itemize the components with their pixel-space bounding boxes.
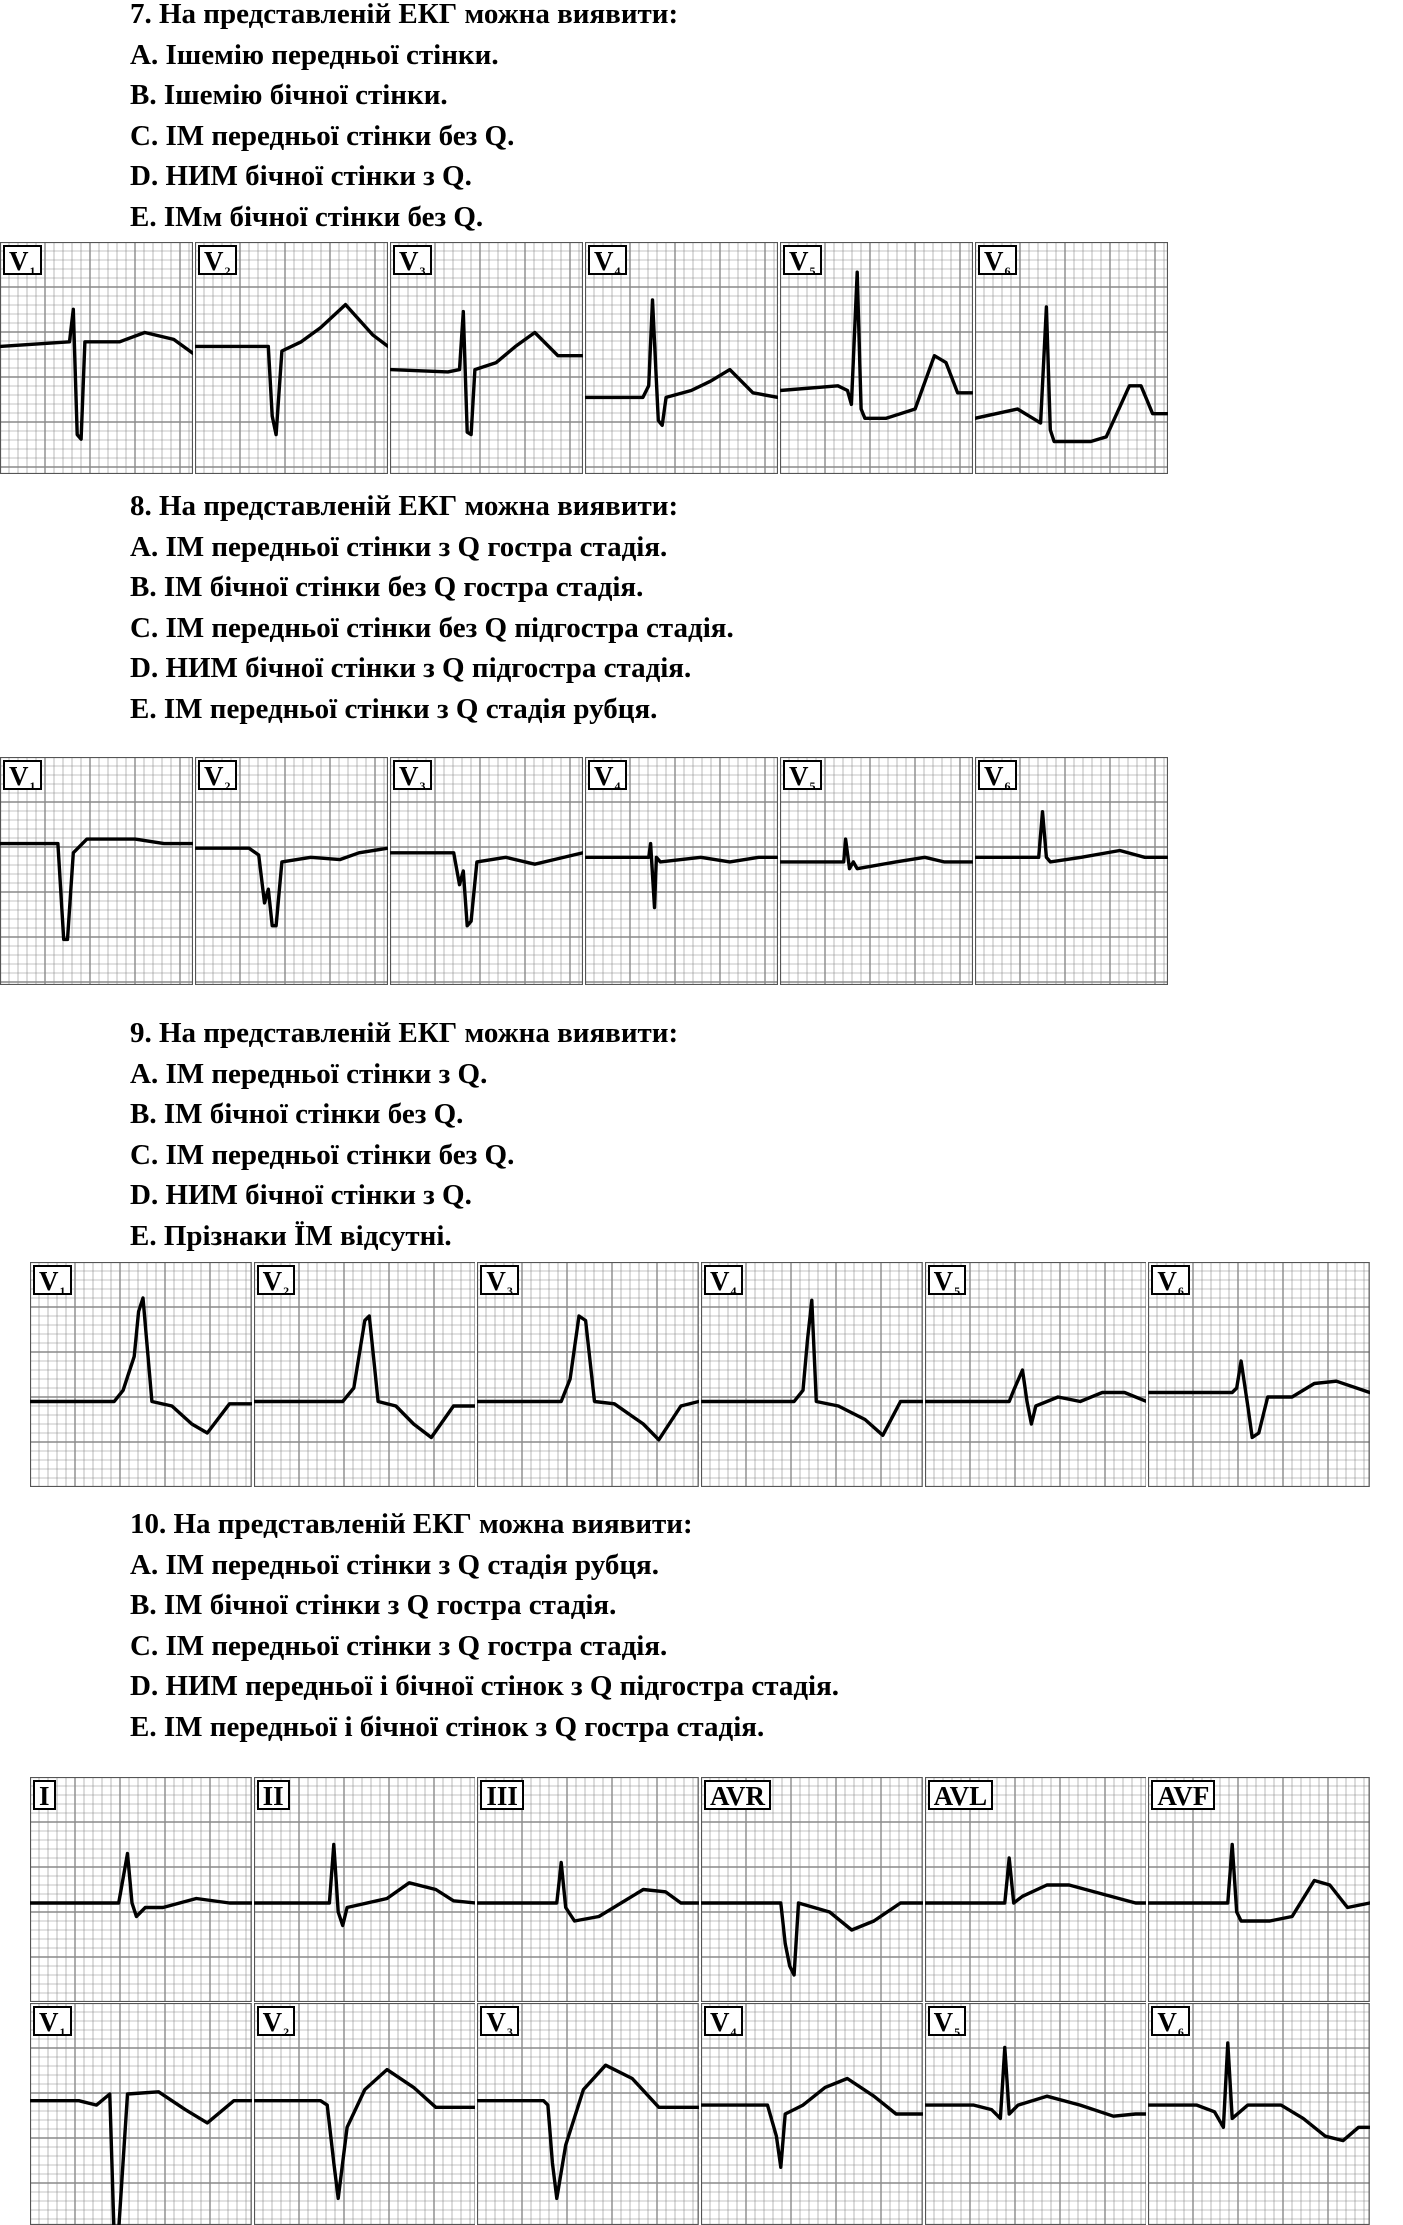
ecg-waveform (0, 839, 193, 939)
answer-option-d: D. НИМ бічної стінки з Q підгостра стадія. (130, 652, 692, 684)
ecg-lead-panel (1148, 2003, 1370, 2225)
ecg-strip-q7 (0, 242, 1170, 474)
lead-subscript: 2 (224, 264, 231, 278)
ecg-waveform (585, 300, 778, 425)
ecg-lead-panel (254, 1262, 476, 1487)
lead-label (783, 245, 822, 278)
ecg-lead-panel (701, 1777, 923, 2002)
lead-subscript: 1 (59, 2025, 66, 2039)
ecg-waveform (477, 2065, 699, 2198)
answer-option-a: A. ІМ передньої стінки з Q. (130, 1057, 488, 1090)
lead-label (704, 2006, 743, 2039)
lead-subscript: 6 (1177, 2025, 1184, 2039)
lead-label (928, 1265, 967, 1298)
lead-subscript: 1 (59, 1284, 66, 1298)
lead-name: V (399, 761, 419, 791)
answer-option-b: B. ІМ бічної стінки без Q. (130, 1098, 464, 1130)
lead-name: V (1157, 2007, 1177, 2037)
lead-name: V (204, 246, 224, 276)
lead-label (928, 1780, 994, 1810)
ecg-waveform (925, 1858, 1147, 1903)
lead-label (198, 760, 237, 793)
answer-option-d: D. НИМ бічної стінки з Q. (130, 1179, 472, 1211)
lead-label (704, 1780, 771, 1810)
question-7 (130, 0, 678, 237)
ecg-waveform (701, 2079, 923, 2168)
lead-subscript: 5 (954, 2025, 961, 2039)
lead-subscript: 6 (1004, 264, 1011, 278)
ecg-lead-panel (477, 1777, 699, 2002)
ecg-waveform (195, 848, 388, 926)
lead-name: V (594, 761, 614, 791)
lead-label (3, 245, 42, 278)
lead-subscript: 5 (809, 264, 816, 278)
answer-option-c: C. ІМ передньої стінки з Q гостра стадія. (130, 1629, 668, 1662)
ecg-waveform (975, 812, 1168, 862)
lead-label (393, 245, 432, 278)
ecg-strip-q10-chest-leads (30, 2003, 1372, 2225)
ecg-lead-panel (477, 2003, 699, 2225)
ecg-lead-panel (195, 242, 388, 474)
lead-label (783, 760, 822, 793)
ecg-lead-panel (30, 1777, 252, 2002)
lead-subscript: 5 (809, 779, 816, 793)
answer-option-b: B. Ішемію бічної стінки. (130, 79, 448, 111)
ecg-lead-panel (195, 757, 388, 985)
answer-option-e: E. ІМм бічної стінки без Q. (130, 200, 484, 233)
answer-option-e: E. Прізнаки ЇМ відсутні. (130, 1219, 452, 1252)
lead-subscript: 2 (283, 1284, 290, 1298)
lead-name: V (9, 246, 29, 276)
ecg-lead-panel (30, 2003, 252, 2225)
lead-name: V (39, 2007, 59, 2037)
answer-option-e: E. ІМ передньої стінки з Q стадія рубця. (130, 692, 658, 725)
lead-name: V (39, 1266, 59, 1296)
lead-name: V (710, 2007, 730, 2037)
ecg-waveform (925, 2047, 1147, 2118)
lead-name: III (486, 1781, 518, 1811)
lead-subscript: 1 (29, 264, 36, 278)
lead-label (480, 2006, 519, 2039)
ecg-lead-panel (975, 757, 1168, 985)
lead-label (1151, 1265, 1190, 1298)
ecg-waveform (390, 853, 583, 926)
lead-name: AVL (933, 1781, 988, 1811)
lead-name: V (486, 1266, 506, 1296)
lead-label (480, 1265, 519, 1298)
ecg-waveform (30, 1298, 252, 1433)
answer-option-a: A. ІМ передньої стінки з Q гостра стадія. (130, 530, 668, 563)
lead-label (1151, 1780, 1215, 1810)
lead-subscript: 3 (419, 264, 426, 278)
lead-label (257, 2006, 296, 2039)
lead-label (588, 760, 627, 793)
answer-option-d: D. НИМ бічної стінки з Q. (130, 160, 472, 192)
lead-subscript: 4 (730, 1284, 737, 1298)
lead-label (257, 1780, 290, 1810)
lead-name: V (789, 761, 809, 791)
answer-option-e: E. ІМ передньої і бічної стінок з Q гостра стадія. (130, 1710, 765, 1743)
lead-name: V (710, 1266, 730, 1296)
lead-subscript: 6 (1177, 1284, 1184, 1298)
lead-name: I (39, 1781, 50, 1811)
ecg-waveform (477, 1316, 699, 1440)
ecg-waveform (585, 844, 778, 908)
lead-name: V (204, 761, 224, 791)
lead-name: V (262, 1266, 283, 1296)
ecg-lead-panel (390, 757, 583, 985)
lead-subscript: 2 (224, 779, 231, 793)
answer-option-b: B. ІМ бічної стінки з Q гостра стадія. (130, 1589, 617, 1621)
lead-subscript: 1 (29, 779, 36, 793)
lead-label (33, 1265, 72, 1298)
answer-option-b: B. ІМ бічної стінки без Q гостра стадія. (130, 571, 644, 603)
lead-label (704, 1265, 743, 1298)
lead-subscript: 4 (614, 264, 621, 278)
answer-option-c: C. ІМ передньої стінки без Q. (130, 1138, 515, 1171)
lead-label (1151, 2006, 1190, 2039)
lead-label (33, 1780, 56, 1810)
ecg-lead-panel (925, 1777, 1147, 2002)
lead-name: V (262, 2007, 283, 2037)
lead-name: V (984, 246, 1004, 276)
lead-label (33, 2006, 72, 2039)
answer-option-a: A. Ішемію передньої стінки. (130, 38, 499, 71)
lead-label (978, 760, 1017, 793)
ecg-grid (254, 1777, 476, 2002)
lead-label (393, 760, 432, 793)
lead-subscript: 3 (506, 1284, 513, 1298)
lead-subscript: 4 (730, 2025, 737, 2039)
lead-name: V (1157, 1266, 1177, 1296)
lead-subscript: 6 (1004, 779, 1011, 793)
lead-name: V (594, 246, 614, 276)
lead-subscript: 5 (954, 1284, 961, 1298)
lead-name: V (9, 761, 29, 791)
ecg-lead-panel (701, 2003, 923, 2225)
ecg-lead-panel (30, 1262, 252, 1487)
lead-label (257, 1265, 296, 1298)
lead-name: V (984, 761, 1004, 791)
question-10 (130, 1504, 839, 1747)
ecg-lead-panel (585, 757, 778, 985)
ecg-lead-panel (925, 2003, 1147, 2225)
lead-name: V (933, 2007, 954, 2037)
ecg-waveform (1148, 2043, 1370, 2141)
answer-option-a: A. ІМ передньої стінки з Q стадія рубця. (130, 1548, 659, 1581)
ecg-waveform (780, 272, 973, 418)
ecg-lead-panel (925, 1262, 1147, 1487)
lead-name: II (262, 1781, 284, 1811)
ecg-waveform (390, 312, 583, 435)
ecg-lead-panel (1148, 1777, 1370, 2002)
lead-name: V (933, 1266, 954, 1296)
ecg-lead-panel (390, 242, 583, 474)
ecg-strip-q8 (0, 757, 1170, 985)
ecg-lead-panel (0, 757, 193, 985)
ecg-waveform (1148, 1845, 1370, 1922)
lead-name: AVR (710, 1781, 766, 1811)
ecg-strip-q9 (30, 1262, 1372, 1487)
lead-name: V (789, 246, 809, 276)
lead-label (198, 245, 237, 278)
lead-label (3, 760, 42, 793)
ecg-lead-panel (0, 242, 193, 474)
answer-option-d: D. НИМ передньої і бічної стінок з Q підгостра стадія. (130, 1670, 840, 1702)
ecg-lead-panel (780, 757, 973, 985)
ecg-grid-and-trace (254, 1777, 476, 2002)
lead-label (480, 1780, 524, 1810)
ecg-grid-and-trace (30, 1777, 252, 2002)
question-title: 7. На представленій ЕКГ можна виявити: (130, 0, 679, 30)
lead-subscript: 3 (506, 2025, 513, 2039)
lead-subscript: 2 (283, 2025, 290, 2039)
ecg-lead-panel (477, 1262, 699, 1487)
ecg-grid (30, 1777, 252, 2002)
lead-label (928, 2006, 967, 2039)
ecg-lead-panel (585, 242, 778, 474)
ecg-waveform (1148, 1361, 1370, 1438)
question-title: 9. На представленій ЕКГ можна виявити: (130, 1017, 679, 1049)
ecg-waveform (0, 309, 193, 439)
question-8 (130, 486, 734, 729)
lead-subscript: 4 (614, 779, 621, 793)
ecg-waveform (30, 2092, 252, 2225)
lead-name: AVF (1157, 1781, 1210, 1811)
lead-label (588, 245, 627, 278)
lead-subscript: 3 (419, 779, 426, 793)
ecg-lead-panel (975, 242, 1168, 474)
ecg-lead-panel (780, 242, 973, 474)
ecg-waveform (254, 2070, 476, 2199)
answer-option-c: C. ІМ передньої стінки без Q підгостра стадія. (130, 611, 734, 644)
ecg-waveform (195, 305, 388, 435)
ecg-lead-panel (701, 1262, 923, 1487)
lead-label (978, 245, 1017, 278)
ecg-strip-q10-limb-leads (30, 1777, 1372, 2002)
ecg-lead-panel (254, 1777, 476, 2002)
ecg-lead-panel (254, 2003, 476, 2225)
ecg-lead-panel (1148, 1262, 1370, 1487)
answer-option-c: C. ІМ передньої стінки без Q. (130, 119, 515, 152)
lead-name: V (486, 2007, 506, 2037)
question-title: 10. На представленій ЕКГ можна виявити: (130, 1508, 693, 1540)
lead-name: V (399, 246, 419, 276)
question-9 (130, 1013, 678, 1256)
ecg-waveform (780, 839, 973, 869)
question-title: 8. На представленій ЕКГ можна виявити: (130, 490, 679, 522)
